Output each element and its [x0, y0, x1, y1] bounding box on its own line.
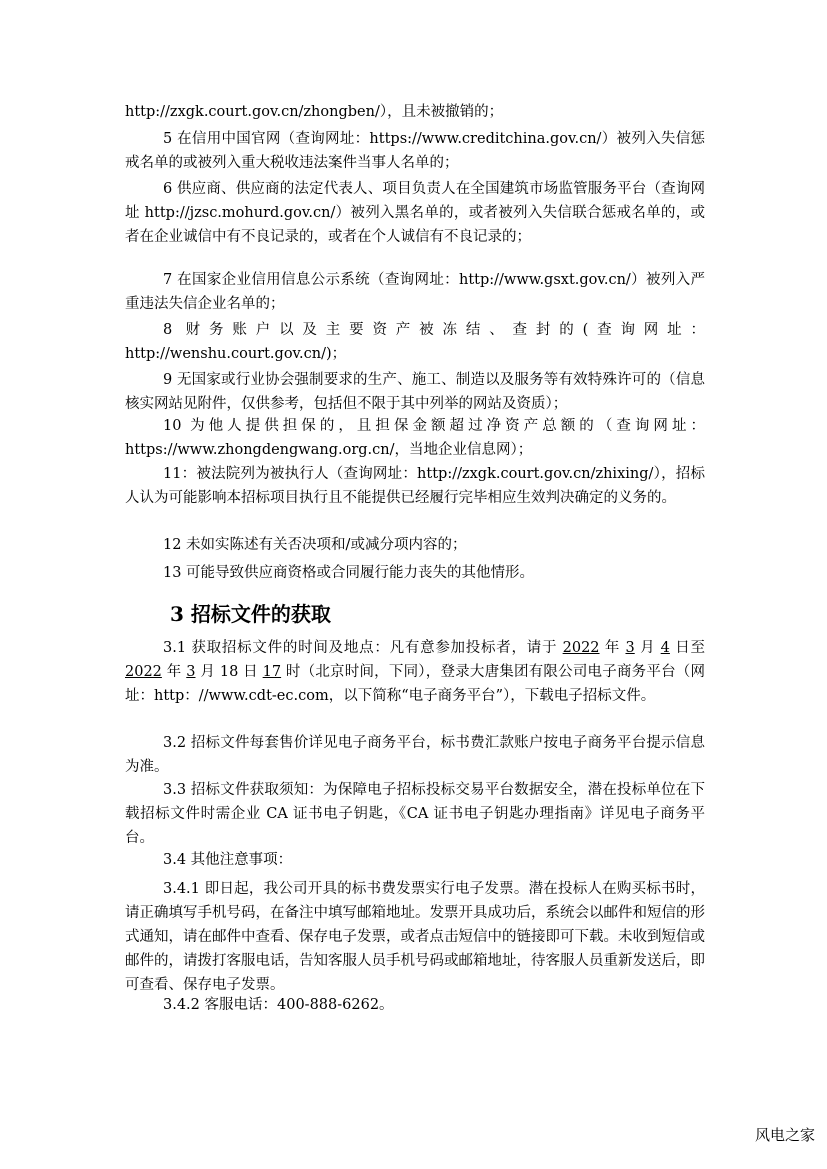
s31-hour-end: 17 — [262, 664, 282, 680]
s31-text-5: 月 18 日 — [195, 664, 263, 680]
paragraph-3-4-2: 3.4.2 客服电话：400-888-6262。 — [163, 997, 394, 1013]
paragraph-item-11: 11：被法院列为被执行人（查询网址：http://zxgk.court.gov.cn/zhixing/），招标人认为可能影响本招标项目执行且不能提供已经履行完毕相应生效判决确定的义务的。 — [125, 466, 705, 506]
paragraph-item-9: 9 无国家或行业协会强制要求的生产、施工、制造以及服务等有效特殊许可的（信息核实网站见附件，仅供参考，包括但不限于其中列举的网站及资质）； — [125, 372, 705, 412]
s31-text-1: 年 — [599, 640, 626, 656]
paragraph-item-5: 5 在信用中国官网（查询网址：https://www.creditchina.gov.cn/）被列入失信惩戒名单的或被列入重大税收违法案件当事人名单的； — [125, 131, 705, 171]
paragraph-item-8: 8 财务账户以及主要资产被冻结、查封的(查询网址：http://wenshu.court.gov.cn/)； — [125, 322, 705, 362]
s31-year-start: 2022 — [562, 640, 600, 656]
paragraph-item-12: 12 未如实陈述有关否决项和/或减分项内容的； — [163, 537, 467, 553]
section-heading: 3 招标文件的获取 — [170, 602, 331, 626]
s31-day-start: 4 — [660, 640, 670, 656]
paragraph-3-2: 3.2 招标文件每套售价详见电子商务平台，标书费汇款账户按电子商务平台提示信息为准。 — [125, 735, 705, 775]
watermark-text: 风电之家 — [754, 1126, 815, 1144]
paragraph-item-10: 10 为他人提供担保的，且担保金额超过净资产总额的（查询网址：https://www.zhongdengwang.org.cn/，当地企业信息网）； — [125, 418, 705, 458]
paragraph-3-4: 3.4 其他注意事项： — [163, 852, 293, 868]
paragraph-item-13: 13 可能导致供应商资格或合同履行能力丧失的其他情形。 — [163, 565, 535, 581]
paragraph-3-1 — [125, 636, 705, 708]
s31-year-end: 2022 — [125, 664, 162, 680]
paragraph-item-7: 7 在国家企业信用信息公示系统（查询网址：http://www.gsxt.gov.cn/）被列入严重违法失信企业名单的； — [125, 272, 705, 312]
paragraph-zhongben-url: http://zxgk.court.gov.cn/zhongben/），且未被撤销的； — [125, 104, 504, 120]
s31-prefix: 3.1 获取招标文件的时间及地点：凡有意参加投标者，请于 — [163, 640, 563, 656]
s31-text-3: 日至 — [669, 640, 706, 656]
paragraph-3-4-1: 3.4.1 即日起，我公司开具的标书费发票实行电子发票。潜在投标人在购买标书时，请正确填写手机号码，在备注中填写邮箱地址。发票开具成功后，系统会以邮件和短信的形式通知，请在邮件中查看、保存电子发票，或者点击短信中的链接即可下载。未收到短信或邮件的，请拨打客服电话，告知客服人员手机号码或邮箱地址，待客服人员重新发送后，即可查看、保存电子发票。 — [125, 881, 705, 993]
paragraph-3-3: 3.3 招标文件获取须知：为保障电子招标投标交易平台数据安全，潜在投标单位在下载招标文件时需企业 CA 证书电子钥匙，《CA 证书电子钥匙办理指南》详见电子商务平台。 — [125, 782, 705, 846]
s31-month-end: 3 — [186, 664, 196, 680]
paragraph-item-6: 6 供应商、供应商的法定代表人、项目负责人在全国建筑市场监管服务平台（查询网址 http://jzsc.mohurd.gov.cn/）被列入黑名单的，或者被列入失信联合惩戒名单的，或者在企业诚信中有不良记录的，或者在个人诚信有不良记录的； — [125, 181, 705, 245]
s31-text-2: 月 — [634, 640, 661, 656]
s31-text-4: 年 — [161, 664, 187, 680]
s31-month-start: 3 — [625, 640, 635, 656]
s31-suffix: 时（北京时间，下同），登录大唐集团有限公司电子商务平台（网址：http：//www.cdt-ec.com，以下简称“电子商务平台”），下载电子招标文件。 — [125, 664, 706, 704]
